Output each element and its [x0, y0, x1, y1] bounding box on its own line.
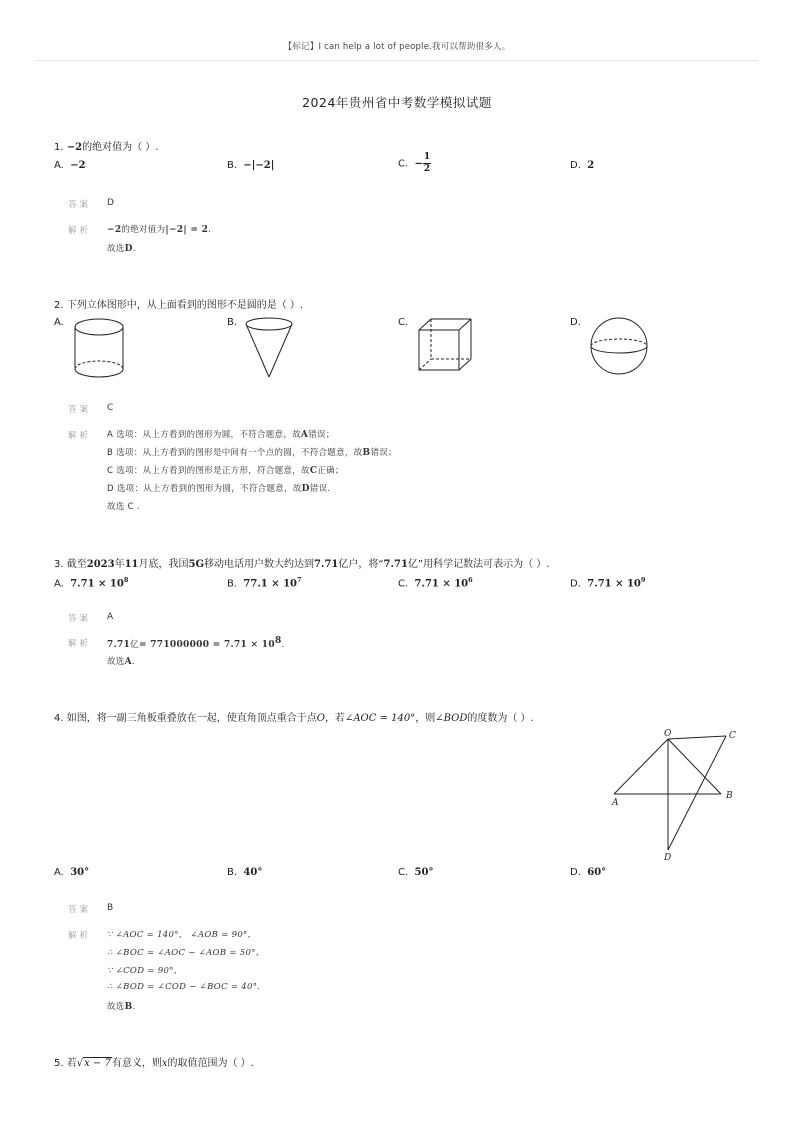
math-expr: B: [362, 448, 371, 458]
question-number: 2.: [54, 300, 64, 311]
segment-oc: [668, 736, 726, 739]
question-number: 1.: [54, 142, 64, 153]
analysis-text: B 选项：从上方看到的图形是中间有一个点的圆，不符合题意，故: [107, 448, 363, 458]
answer-label: 答案: [68, 905, 92, 915]
question-1-analysis-line: [107, 223, 211, 235]
question-4-analysis-line: ∴ ∠BOD = ∠COD − ∠BOC = 40°.: [107, 982, 261, 992]
question-text: 有意义，则: [111, 1058, 162, 1069]
page-title: 2024年贵州省中考数学模拟试题: [302, 95, 492, 110]
question-text: 的取值范围为（ ）.: [167, 1058, 254, 1069]
question-3-conclusion: [107, 655, 135, 667]
option-letter: D.: [570, 867, 581, 878]
radicand: x − 7: [84, 1058, 111, 1069]
math-expr: x: [161, 1058, 168, 1069]
option-value: −2: [70, 160, 86, 171]
question-4-stem: [54, 709, 534, 724]
analysis-text: 故选: [107, 657, 125, 667]
point-label-b: B: [726, 791, 733, 801]
question-2-option-c[interactable]: C.: [398, 317, 409, 328]
option-value: 7.71 × 10: [587, 578, 641, 590]
question-text: 年: [114, 559, 125, 570]
fraction-numerator: 1: [423, 152, 431, 162]
option-letter: C.: [398, 578, 409, 590]
exponent: 9: [640, 576, 646, 584]
fraction-denominator: 2: [423, 164, 431, 174]
option-letter: C.: [398, 867, 409, 878]
question-4-option-d[interactable]: [570, 867, 606, 878]
analysis-text: C 选项：从上方看到的图形是正方形，符合题意，故: [107, 466, 310, 476]
option-value: 50°: [414, 867, 434, 878]
math-expr: |−2| = 2: [165, 225, 209, 235]
analysis-text: .: [132, 244, 136, 254]
question-2-stem: [54, 296, 303, 311]
analysis-text: 故选: [107, 1002, 125, 1012]
option-letter: B.: [227, 160, 238, 171]
question-4-conclusion: [107, 1000, 136, 1012]
question-1-option-b[interactable]: [227, 160, 274, 171]
triangles-figure: [606, 726, 742, 864]
question-3-stem: [54, 555, 549, 570]
question-3-option-d[interactable]: [570, 576, 645, 589]
question-4-analysis-line: ∵ ∠COD = 90°，: [107, 966, 183, 976]
answer-label: 答案: [68, 200, 92, 210]
option-value: 30°: [70, 867, 90, 878]
header-divider: [36, 60, 758, 61]
question-3-option-b[interactable]: [227, 576, 302, 589]
analysis-text: 的绝对值为: [121, 225, 166, 235]
question-text: 的绝对值为（ ）.: [82, 142, 159, 153]
question-text: 月底，我国: [138, 559, 189, 570]
math-expr: 7.71: [383, 559, 408, 570]
analysis-text: 亿: [130, 639, 139, 650]
option-value: 60°: [587, 867, 607, 878]
question-3-answer: A: [107, 612, 114, 622]
option-letter: D.: [570, 578, 581, 590]
math-expr: ∠BOD: [435, 713, 468, 724]
question-3-option-a[interactable]: [54, 576, 128, 589]
question-4-analysis-line: ∵ ∠AOC = 140°， ∠AOB = 90°，: [107, 930, 257, 940]
cube-icon: [417, 317, 475, 373]
question-4-option-c[interactable]: [398, 867, 433, 878]
analysis-text: .: [131, 657, 135, 667]
math-expr: C: [309, 466, 318, 476]
analysis-text: 故选 C .: [107, 502, 140, 512]
question-1-option-d[interactable]: [570, 160, 594, 171]
exponent: 8: [123, 576, 129, 584]
question-text: 的度数为（ ）.: [467, 713, 534, 724]
cone-icon: [242, 315, 298, 381]
header-note: 【标记】I can help a lot of people.我可以帮助很多人。: [283, 42, 511, 52]
math-expr: 7.71: [107, 639, 131, 650]
analysis-label: 解析: [68, 639, 92, 649]
question-text: 截至: [66, 559, 87, 570]
segment-cd: [668, 736, 726, 850]
analysis-label: 解析: [68, 431, 92, 441]
point-label-d: D: [664, 853, 672, 863]
math-expr: 11: [124, 559, 139, 570]
question-1-option-a[interactable]: [54, 160, 86, 171]
analysis-text: 错误；: [370, 448, 397, 458]
option-letter: A.: [54, 867, 64, 878]
question-3-analysis-line: [107, 636, 285, 650]
math-expr: 7.71: [314, 559, 339, 570]
math-expr: 5G: [188, 559, 204, 570]
question-2-analysis-line: [107, 482, 330, 494]
question-5-stem: [54, 1054, 254, 1069]
math-expr: D: [124, 244, 133, 254]
option-value: 2: [587, 160, 595, 171]
math-expr: O: [316, 713, 325, 724]
analysis-text: 错误.: [309, 484, 331, 494]
question-2-analysis-line: [107, 464, 344, 476]
option-letter: A.: [54, 160, 64, 171]
question-1-option-c[interactable]: [398, 153, 431, 174]
option-value: 40°: [243, 867, 263, 878]
analysis-text: D 选项：从上方看到的图形为圆，不符合题意，故: [107, 484, 302, 494]
analysis-text: 故选: [107, 244, 125, 254]
question-4-option-b[interactable]: [227, 867, 262, 878]
math-expr: B: [124, 1002, 133, 1012]
question-2-answer: C: [107, 403, 114, 413]
question-4-answer: B: [107, 903, 114, 913]
question-number: 4.: [54, 713, 64, 724]
answer-label: 答案: [68, 405, 92, 415]
point-label-c: C: [729, 731, 736, 741]
math-expr: ∠AOC = 140°: [344, 713, 416, 724]
option-letter: B.: [227, 867, 238, 878]
question-2-analysis-line: [107, 446, 397, 458]
question-text: 下列立体图形中，从上面看到的图形不是圆的是（ ）.: [66, 300, 304, 311]
analysis-text: .: [132, 1002, 136, 1012]
cylinder-icon: [70, 316, 130, 380]
analysis-label: 解析: [68, 931, 92, 941]
question-text: 若: [66, 1058, 77, 1069]
analysis-text: A 选项：从上方看到的图形为圆，不符合题意，故: [107, 430, 301, 440]
segment-oa: [614, 739, 668, 794]
exponent: 7: [297, 576, 302, 584]
analysis-text: .: [208, 225, 212, 235]
exponent: 8: [274, 636, 282, 646]
math-expr: A: [300, 430, 309, 440]
sphere-icon: [588, 316, 650, 376]
option-letter: C.: [398, 158, 409, 170]
point-label-o: O: [664, 729, 672, 739]
question-text: ，则: [415, 713, 436, 724]
question-3-option-c[interactable]: [398, 576, 473, 589]
question-2-conclusion: [107, 500, 140, 512]
analysis-text: 正确；: [317, 466, 344, 476]
question-4-option-a[interactable]: [54, 867, 89, 878]
math-expr: −2: [66, 142, 83, 153]
option-sign: −: [414, 158, 423, 170]
question-2-option-d[interactable]: D.: [570, 317, 581, 328]
option-letter: B.: [227, 578, 238, 590]
question-2-option-a[interactable]: A.: [54, 317, 64, 328]
segment-ob: [668, 739, 721, 794]
analysis-text: .: [281, 639, 285, 650]
math-expr: = 771000000 = 7.71 × 10: [138, 639, 275, 650]
question-2-analysis-line: [107, 428, 335, 440]
math-expr: A: [124, 657, 132, 667]
option-value: −|−2|: [243, 160, 275, 171]
question-text: 亿户，将“: [338, 559, 384, 570]
question-1-answer: D: [107, 198, 114, 208]
answer-label: 答案: [68, 614, 92, 624]
option-letter: D.: [570, 160, 581, 171]
question-text: ，若: [324, 713, 345, 724]
question-text: 如图，将一副三角板重叠放在一起，使直角顶点重合于点: [66, 713, 317, 724]
exponent: 6: [468, 576, 473, 584]
analysis-text: 错误；: [308, 430, 335, 440]
question-text: 移动电话用户数大约达到: [204, 559, 314, 570]
analysis-label: 解析: [68, 226, 92, 236]
option-value: 7.71 × 10: [70, 578, 124, 590]
option-value: 7.71 × 10: [414, 578, 469, 590]
math-expr: −2: [107, 225, 122, 235]
question-1-stem: [54, 138, 158, 153]
question-2-option-b[interactable]: B.: [227, 317, 238, 328]
square-root: √x − 7: [76, 1058, 111, 1069]
math-expr: 2023: [86, 559, 115, 570]
question-number: 3.: [54, 559, 64, 570]
question-1-conclusion: [107, 242, 136, 254]
option-letter: A.: [54, 578, 64, 590]
question-number: 5.: [54, 1058, 64, 1069]
fraction: [423, 153, 431, 174]
math-expr: D: [301, 484, 310, 494]
point-label-a: A: [612, 798, 619, 808]
question-text: 亿”用科学记数法可表示为（ ）.: [407, 559, 550, 570]
option-value: 77.1 × 10: [243, 578, 298, 590]
question-4-analysis-line: ∴ ∠BOC = ∠AOC − ∠AOB = 50°，: [107, 948, 265, 958]
